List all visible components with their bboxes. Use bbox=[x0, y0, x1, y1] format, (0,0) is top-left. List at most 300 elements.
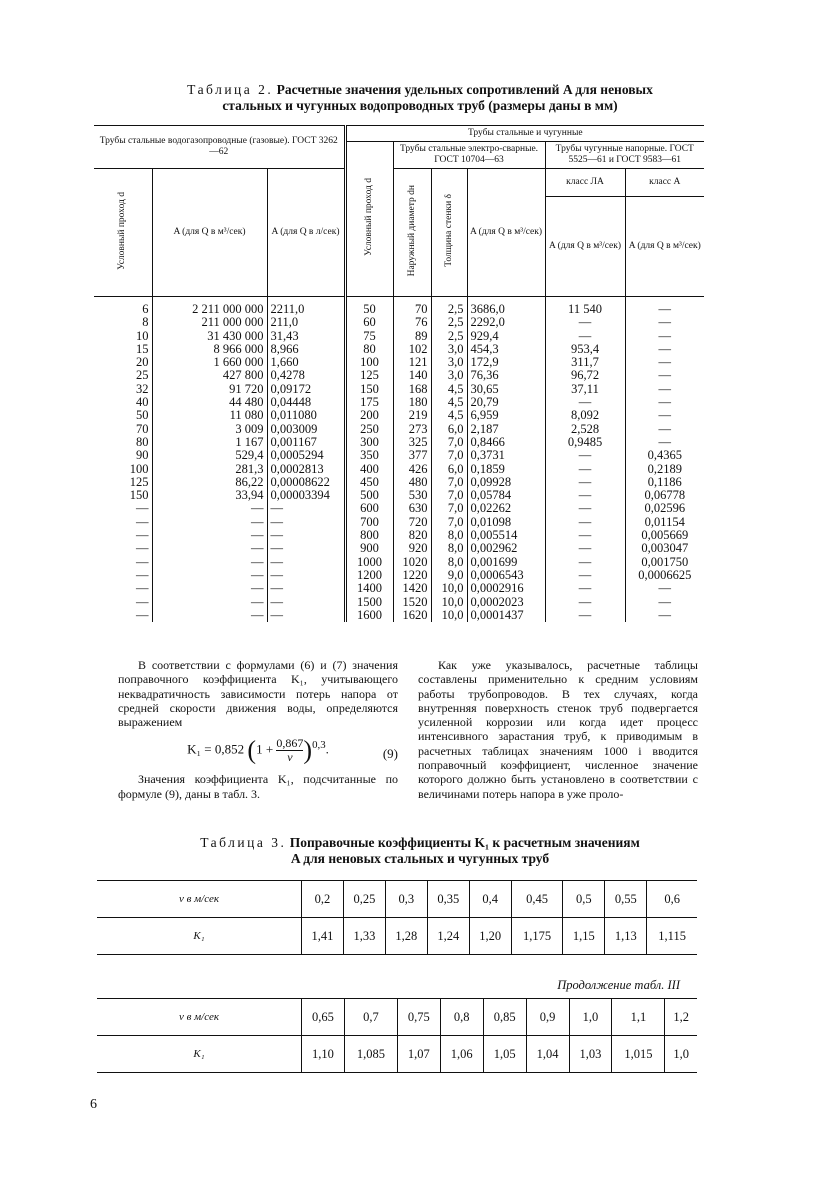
table-cell: 0,0006625 bbox=[638, 567, 692, 582]
table-cell: — bbox=[94, 529, 152, 542]
table-cell: 125 bbox=[345, 369, 393, 382]
table-cell: 1520 bbox=[393, 596, 431, 609]
table-cell: 400 bbox=[345, 463, 393, 476]
table-cell: 10,0 bbox=[431, 596, 467, 609]
table-row bbox=[94, 423, 704, 436]
table-cell: 8,966 bbox=[267, 343, 345, 356]
table-cell: 0,55 bbox=[605, 881, 647, 918]
header-steel-pipes: Трубы стальные электро-сварные. ГОСТ 10704—63 bbox=[393, 142, 545, 169]
table-cell: 0,09928 bbox=[467, 476, 545, 489]
table-cell: 8,0 bbox=[431, 556, 467, 569]
table-cell: 720 bbox=[393, 516, 431, 529]
table-cell: 8 966 000 bbox=[152, 343, 267, 356]
table-cell: 0,8 bbox=[440, 999, 483, 1036]
table-cell: 0,8466 bbox=[467, 436, 545, 449]
table-cell: 480 bbox=[393, 476, 431, 489]
table-cell: 2,5 bbox=[431, 316, 467, 329]
table-cell: 3,0 bbox=[431, 356, 467, 369]
table-cell: 2,5 bbox=[431, 330, 467, 343]
table-cell: 0,25 bbox=[343, 881, 385, 918]
table-cell: — bbox=[94, 569, 152, 582]
header-class-a: класс А bbox=[625, 169, 704, 197]
table-cell: — bbox=[658, 328, 671, 343]
table-cell: 325 bbox=[393, 436, 431, 449]
table-cell: 1420 bbox=[393, 582, 431, 595]
table-row bbox=[94, 529, 704, 542]
table-row bbox=[94, 343, 704, 356]
table-cell: 40 bbox=[94, 396, 152, 409]
table-cell: 7,0 bbox=[431, 489, 467, 502]
table-cell: — bbox=[658, 368, 671, 383]
table-cell: 10 bbox=[94, 330, 152, 343]
table-cell: 0,45 bbox=[511, 881, 563, 918]
table-cell: — bbox=[94, 556, 152, 569]
table-cell: — bbox=[94, 596, 152, 609]
table-row bbox=[94, 489, 704, 502]
table-cell: 1,33 bbox=[343, 918, 385, 955]
table-cell: 0,4 bbox=[469, 881, 511, 918]
table-cell: 0,001167 bbox=[267, 436, 345, 449]
header-steel-cast-group: Трубы стальные и чугунные bbox=[345, 126, 704, 142]
table-cell: 0,001750 bbox=[641, 554, 689, 569]
table-cell: 11 540 bbox=[545, 297, 625, 317]
table-cell: 600 bbox=[345, 502, 393, 515]
table-cell: — bbox=[545, 569, 625, 582]
table-cell: 1,24 bbox=[427, 918, 469, 955]
table-cell: 2,187 bbox=[467, 423, 545, 436]
page-number: 6 bbox=[90, 1097, 97, 1112]
table-cell: 1000 bbox=[345, 556, 393, 569]
table-row bbox=[94, 449, 704, 462]
table3-caption bbox=[100, 835, 740, 867]
table-cell: 150 bbox=[345, 383, 393, 396]
table-cell: 0,01154 bbox=[644, 514, 685, 529]
table-cell: — bbox=[152, 609, 267, 622]
formula-denominator: v bbox=[287, 750, 293, 765]
table-cell: 20,79 bbox=[467, 396, 545, 409]
header-steel-wall: Толщина стенки δ bbox=[431, 169, 467, 297]
table-cell: 37,11 bbox=[545, 383, 625, 396]
table-cell: 0,3 bbox=[385, 881, 427, 918]
table-cell: 140 bbox=[393, 369, 431, 382]
table-cell: 0,9485 bbox=[545, 436, 625, 449]
table-cell: 1,015 bbox=[612, 1036, 665, 1073]
table-cell: 350 bbox=[345, 449, 393, 462]
table2 bbox=[94, 125, 704, 622]
table-cell: 2211,0 bbox=[267, 297, 345, 317]
table-cell: 450 bbox=[345, 476, 393, 489]
table-cell: 1,660 bbox=[267, 356, 345, 369]
table-cell: — bbox=[152, 596, 267, 609]
table-cell: 3 009 bbox=[152, 423, 267, 436]
table2-caption-line2: стальных и чугунных водопроводных труб (размеры даны в мм) bbox=[222, 98, 618, 113]
table-cell: 4,5 bbox=[431, 409, 467, 422]
table-cell: — bbox=[658, 434, 671, 449]
table-cell: 0,0001437 bbox=[467, 609, 545, 622]
table-cell: 0,1186 bbox=[647, 474, 682, 489]
table-cell: 0,02596 bbox=[644, 501, 686, 516]
table-cell: — bbox=[658, 594, 671, 609]
table-cell: 6,0 bbox=[431, 423, 467, 436]
table-row bbox=[94, 356, 704, 369]
table-cell: 70 bbox=[94, 423, 152, 436]
table-row bbox=[94, 542, 704, 555]
header-gas-d: Условный проход d bbox=[94, 169, 152, 297]
table-cell: 820 bbox=[393, 529, 431, 542]
table-row bbox=[94, 409, 704, 422]
table-cell: 0,3731 bbox=[467, 449, 545, 462]
table-cell: 800 bbox=[345, 529, 393, 542]
table-row bbox=[94, 502, 704, 515]
table-row bbox=[94, 383, 704, 396]
table-cell: — bbox=[152, 516, 267, 529]
table-cell: 50 bbox=[94, 409, 152, 422]
table-cell: 0,6 bbox=[647, 881, 697, 918]
table-cell: — bbox=[545, 316, 625, 329]
table-cell: 80 bbox=[345, 343, 393, 356]
table-cell: 0,0002916 bbox=[467, 582, 545, 595]
table-cell: 211 000 000 bbox=[152, 316, 267, 329]
table-cell: 91 720 bbox=[152, 383, 267, 396]
table-cell: 7,0 bbox=[431, 476, 467, 489]
table-cell: 529,4 bbox=[152, 449, 267, 462]
table-cell: 300 bbox=[345, 436, 393, 449]
table-cell: 0,001699 bbox=[467, 556, 545, 569]
table-cell: 76 bbox=[393, 316, 431, 329]
left-paragraph-1: В соответствии с формулами (6) и (7) значения поправочного коэффициента K₁, учитывающего неквадратичность зависимости потерь напора от средней скорости движения воды, определяются выражением bbox=[118, 658, 398, 730]
table-cell: 1,03 bbox=[569, 1036, 612, 1073]
header-gas-aq-m3: A (для Q в м³/сек) bbox=[152, 169, 267, 297]
table-cell: 7,0 bbox=[431, 502, 467, 515]
table-cell: — bbox=[658, 581, 671, 596]
table-cell: 33,94 bbox=[152, 489, 267, 502]
table-cell: — bbox=[545, 516, 625, 529]
table-cell: 10,0 bbox=[431, 609, 467, 622]
table-cell: 2292,0 bbox=[467, 316, 545, 329]
table-cell: 125 bbox=[94, 476, 152, 489]
table-cell: 0,09172 bbox=[267, 383, 345, 396]
table-cell: 0,002962 bbox=[467, 542, 545, 555]
table-cell: 530 bbox=[393, 489, 431, 502]
v-label: v в м/сек bbox=[97, 881, 302, 918]
table-cell: 1 660 000 bbox=[152, 356, 267, 369]
table-row bbox=[94, 516, 704, 529]
left-column bbox=[118, 658, 398, 805]
table-cell: 0,04448 bbox=[267, 396, 345, 409]
k-label: K₁ bbox=[97, 1036, 302, 1073]
table-cell: 0,003009 bbox=[267, 423, 345, 436]
table-cell: — bbox=[152, 529, 267, 542]
table-cell: 0,5 bbox=[563, 881, 605, 918]
table-cell: — bbox=[94, 542, 152, 555]
table-cell: 1,2 bbox=[665, 999, 697, 1036]
table-row bbox=[94, 596, 704, 609]
table-cell: — bbox=[545, 396, 625, 409]
table-cell: — bbox=[658, 395, 671, 410]
table3-caption-line2: A для неновых стальных и чугунных труб bbox=[290, 851, 550, 866]
header-gas-aq-l: A (для Q в л/сек) bbox=[267, 169, 345, 297]
table-cell: 900 bbox=[345, 542, 393, 555]
table-cell: 76,36 bbox=[467, 369, 545, 382]
table-cell: 31 430 000 bbox=[152, 330, 267, 343]
table-cell: 1500 bbox=[345, 596, 393, 609]
table-cell: 1400 bbox=[345, 582, 393, 595]
table2-caption-label: Таблица 2. bbox=[187, 82, 274, 97]
table-cell: 0,011080 bbox=[267, 409, 345, 422]
table-cell: — bbox=[545, 596, 625, 609]
table-row bbox=[94, 476, 704, 489]
table-cell: 0,7 bbox=[344, 999, 397, 1036]
table-cell: — bbox=[545, 609, 625, 622]
table-cell: 175 bbox=[345, 396, 393, 409]
table-cell: 0,0002813 bbox=[267, 463, 345, 476]
table-cell: 1,07 bbox=[397, 1036, 440, 1073]
table-row bbox=[94, 396, 704, 409]
table-cell: 920 bbox=[393, 542, 431, 555]
table-cell: — bbox=[267, 596, 345, 609]
table-cell: 102 bbox=[393, 343, 431, 356]
table2-caption-line1: Расчетные значения удельных сопротивлений A для неновых bbox=[276, 82, 653, 97]
table-cell: 1,13 bbox=[605, 918, 647, 955]
header-steel-d: Условный проход d bbox=[345, 142, 393, 297]
table-cell: 0,85 bbox=[483, 999, 526, 1036]
header-steel-dn: Наружный диаметр dн bbox=[393, 169, 431, 297]
table-cell: — bbox=[658, 355, 671, 370]
table-cell: — bbox=[94, 516, 152, 529]
header-steel-aq: A (для Q в м³/сек) bbox=[467, 169, 545, 297]
table-cell: — bbox=[545, 582, 625, 595]
table-cell: — bbox=[267, 569, 345, 582]
right-column bbox=[418, 658, 698, 805]
table-cell: 0,4278 bbox=[267, 369, 345, 382]
table-cell: 281,3 bbox=[152, 463, 267, 476]
table-cell: — bbox=[152, 556, 267, 569]
table-cell: 0,00003394 bbox=[267, 489, 345, 502]
table-cell: 929,4 bbox=[467, 330, 545, 343]
header-la-aq: A (для Q в м³/сек) bbox=[545, 197, 625, 297]
table-cell: — bbox=[658, 341, 671, 356]
table-cell: — bbox=[267, 609, 345, 622]
table-cell: 0,35 bbox=[427, 881, 469, 918]
table3-caption-label: Таблица 3. bbox=[200, 835, 287, 850]
table-cell: 500 bbox=[345, 489, 393, 502]
table-cell: 7,0 bbox=[431, 436, 467, 449]
table-cell: 3,0 bbox=[431, 343, 467, 356]
table-cell: 15 bbox=[94, 343, 152, 356]
table-cell: — bbox=[658, 381, 671, 396]
table-cell: 1,05 bbox=[483, 1036, 526, 1073]
table-cell: 0,005669 bbox=[641, 528, 689, 543]
table-cell: 454,3 bbox=[467, 343, 545, 356]
table-cell: — bbox=[152, 502, 267, 515]
table-cell: 3686,0 bbox=[467, 297, 545, 317]
table-cell: 1,04 bbox=[526, 1036, 569, 1073]
table-cell: 0,4365 bbox=[647, 448, 682, 463]
table-cell: 32 bbox=[94, 383, 152, 396]
table-cell: 25 bbox=[94, 369, 152, 382]
table-cell: — bbox=[267, 542, 345, 555]
table2-caption bbox=[100, 82, 740, 114]
table-cell: 953,4 bbox=[545, 343, 625, 356]
table-cell: 1,20 bbox=[469, 918, 511, 955]
table-cell: 10,0 bbox=[431, 582, 467, 595]
table-cell: 0,75 bbox=[397, 999, 440, 1036]
formula-9: K₁ = 0,852 (1 + $\frac{0,867}{v}$ )$^{0,3}$. (9) bbox=[187, 735, 398, 765]
table-cell: 4,5 bbox=[431, 396, 467, 409]
table-cell: 90 bbox=[94, 449, 152, 462]
table-cell: — bbox=[267, 502, 345, 515]
table-cell: 273 bbox=[393, 423, 431, 436]
table-cell: 1,115 bbox=[647, 918, 697, 955]
table-cell: 8,0 bbox=[431, 529, 467, 542]
table-cell: 0,0002023 bbox=[467, 596, 545, 609]
table3-k-row-1 bbox=[97, 918, 697, 955]
table-cell: — bbox=[658, 408, 671, 423]
table-cell: — bbox=[545, 449, 625, 462]
table-cell: 86,22 bbox=[152, 476, 267, 489]
table-cell: 121 bbox=[393, 356, 431, 369]
table-cell: 6,0 bbox=[431, 463, 467, 476]
table-cell: 250 bbox=[345, 423, 393, 436]
table3-v-row-1 bbox=[97, 881, 697, 918]
left-paragraph-2: Значения коэффициента K₁, подсчитанные по формуле (9), даны в табл. 3. bbox=[118, 772, 398, 801]
table-cell: 150 bbox=[94, 489, 152, 502]
table-cell: 100 bbox=[94, 463, 152, 476]
table-cell: — bbox=[152, 569, 267, 582]
table-cell: 0,003047 bbox=[641, 541, 689, 556]
table-cell: 0,05784 bbox=[467, 489, 545, 502]
table-cell: 1020 bbox=[393, 556, 431, 569]
table-cell: 0,9 bbox=[526, 999, 569, 1036]
table-row bbox=[94, 556, 704, 569]
table-cell: 20 bbox=[94, 356, 152, 369]
header-class-la: класс ЛА bbox=[545, 169, 625, 197]
table-cell: — bbox=[545, 542, 625, 555]
table-row bbox=[94, 436, 704, 449]
table-cell: 1,41 bbox=[302, 918, 344, 955]
table-cell: 31,43 bbox=[267, 330, 345, 343]
table-cell: 0,1859 bbox=[467, 463, 545, 476]
table3-k-row-2 bbox=[97, 1036, 697, 1073]
table-cell: 100 bbox=[345, 356, 393, 369]
table-cell: — bbox=[267, 556, 345, 569]
table-cell: 377 bbox=[393, 449, 431, 462]
table-cell: 172,9 bbox=[467, 356, 545, 369]
table-row bbox=[94, 582, 704, 595]
table-cell: 1200 bbox=[345, 569, 393, 582]
table-cell: 0,65 bbox=[302, 999, 345, 1036]
table-cell: 0,0005294 bbox=[267, 449, 345, 462]
table-cell: — bbox=[94, 582, 152, 595]
table-cell: 0,0006543 bbox=[467, 569, 545, 582]
table-cell: 0,06778 bbox=[644, 488, 686, 503]
table-cell: — bbox=[545, 463, 625, 476]
v-label: v в м/сек bbox=[97, 999, 302, 1036]
header-gas-pipes: Трубы стальные водогазопроводные (газовые). ГОСТ 3262—62 bbox=[94, 126, 345, 169]
table-cell: 200 bbox=[345, 409, 393, 422]
table-cell: — bbox=[658, 607, 671, 622]
table-cell: 7,0 bbox=[431, 449, 467, 462]
table-cell: 8 bbox=[94, 316, 152, 329]
formula-lhs: K₁ = 0,852 bbox=[187, 741, 245, 757]
table-cell: 75 bbox=[345, 330, 393, 343]
table-cell: 1,0 bbox=[569, 999, 612, 1036]
table-cell: 0,005514 bbox=[467, 529, 545, 542]
table3-caption-line1: Поправочные коэффициенты K₁ к расчетным значениям bbox=[289, 835, 640, 850]
table-cell: 1,06 bbox=[440, 1036, 483, 1073]
table-cell: — bbox=[545, 330, 625, 343]
table-cell: — bbox=[658, 315, 671, 330]
table-cell: 8,092 bbox=[545, 409, 625, 422]
table-cell: 2 211 000 000 bbox=[152, 297, 267, 317]
table3-part1 bbox=[97, 880, 697, 955]
table-cell: 0,00008622 bbox=[267, 476, 345, 489]
table-cell: 211,0 bbox=[267, 316, 345, 329]
table-cell: 0,2189 bbox=[647, 461, 682, 476]
header-a-aq: A (для Q в м³/сек) bbox=[625, 197, 704, 297]
table-row bbox=[94, 369, 704, 382]
table-row bbox=[94, 297, 704, 317]
table-row bbox=[94, 609, 704, 622]
table-cell: — bbox=[94, 502, 152, 515]
table3-v-row-2 bbox=[97, 999, 697, 1036]
table-cell: 11 080 bbox=[152, 409, 267, 422]
table-cell: 1620 bbox=[393, 609, 431, 622]
table-cell: 1,085 bbox=[344, 1036, 397, 1073]
table-cell: 219 bbox=[393, 409, 431, 422]
formula-number: (9) bbox=[382, 746, 398, 762]
table-cell: 630 bbox=[393, 502, 431, 515]
table-cell: 44 480 bbox=[152, 396, 267, 409]
table-cell: 2,528 bbox=[545, 423, 625, 436]
table-row bbox=[94, 569, 704, 582]
table-cell: 6 bbox=[94, 297, 152, 317]
table-cell: — bbox=[94, 609, 152, 622]
table2-body bbox=[94, 297, 704, 623]
table3-part2 bbox=[97, 998, 697, 1073]
table-cell: 7,0 bbox=[431, 516, 467, 529]
table-cell: 1220 bbox=[393, 569, 431, 582]
table-cell: 8,0 bbox=[431, 542, 467, 555]
table-cell: — bbox=[152, 542, 267, 555]
k-label: K₁ bbox=[97, 918, 302, 955]
formula-fraction bbox=[276, 737, 303, 764]
right-paragraph-1: Как уже указывалось, расчетные таблицы составлены применительно к средним условиям работы трубопроводов. В тех случаях, когда внутренняя поверхность стенок труб подвергается усиленной коррозии или когда идет процесс интенсивного зарастания труб, к приводимым в расчетных таблицах значениям 1000 i вводится поправочный коэффициент, численное значение которого должно быть установлено в соответствии с величинами потерь напора в уже проло- bbox=[418, 658, 698, 801]
table-cell: — bbox=[152, 582, 267, 595]
table-cell: — bbox=[545, 556, 625, 569]
table-cell: — bbox=[658, 421, 671, 436]
formula-power: 0,3 bbox=[312, 739, 326, 752]
table-cell: — bbox=[545, 529, 625, 542]
table-cell: 1600 bbox=[345, 609, 393, 622]
table-cell: — bbox=[267, 516, 345, 529]
table-cell: 1,0 bbox=[665, 1036, 697, 1073]
table-cell: 1 167 bbox=[152, 436, 267, 449]
table-cell: — bbox=[267, 582, 345, 595]
table-cell: 426 bbox=[393, 463, 431, 476]
table-cell: 0,2 bbox=[302, 881, 344, 918]
table-cell: 70 bbox=[393, 297, 431, 317]
table-cell: 30,65 bbox=[467, 383, 545, 396]
formula-numerator: 0,867 bbox=[276, 736, 304, 751]
table-cell: 1,175 bbox=[511, 918, 563, 955]
table-row bbox=[94, 316, 704, 329]
table-cell: — bbox=[545, 502, 625, 515]
table-cell: 80 bbox=[94, 436, 152, 449]
table-cell: 1,10 bbox=[302, 1036, 345, 1073]
table-cell: 700 bbox=[345, 516, 393, 529]
table-cell: — bbox=[545, 489, 625, 502]
